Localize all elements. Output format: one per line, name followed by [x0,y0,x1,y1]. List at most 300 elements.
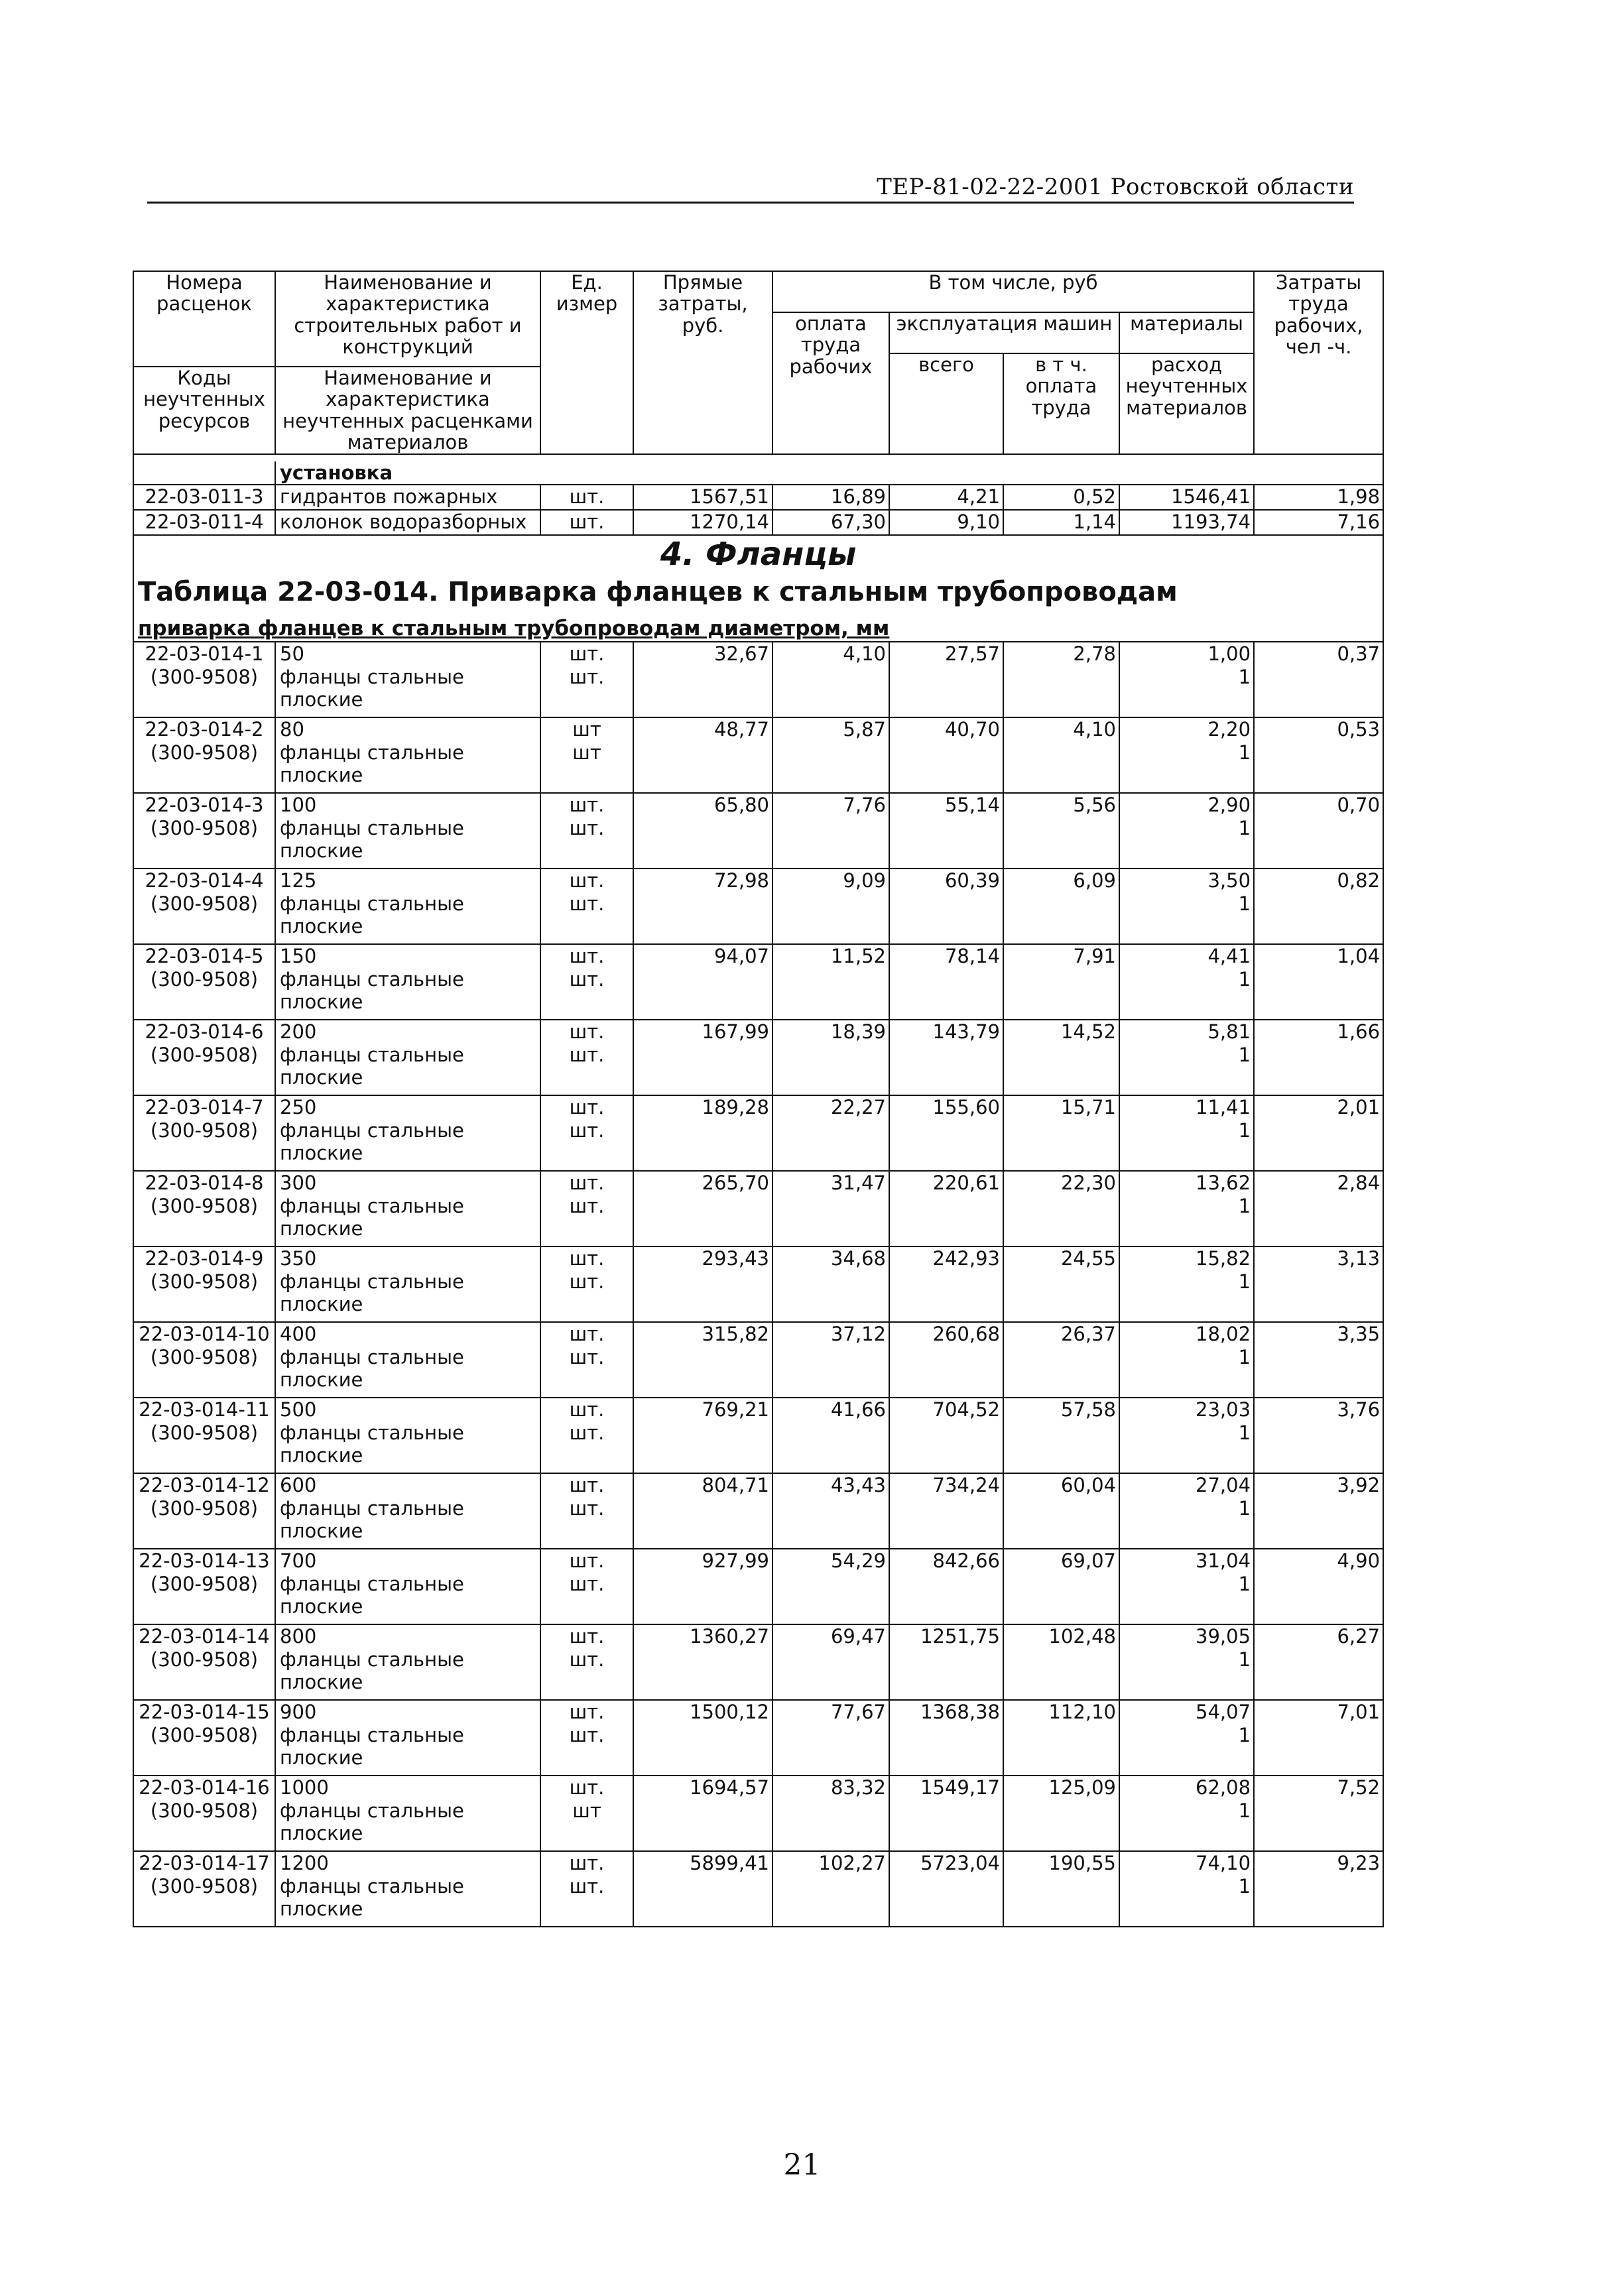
unit: шт. [540,1624,633,1648]
machines-labor: 2,78 [1003,642,1119,666]
rate-code: 22-03-011-3 [133,485,275,510]
materials: 2,20 [1119,717,1254,741]
empty-cell [633,666,772,717]
empty-cell [1003,741,1119,793]
resource-name-line2: плоские [280,1065,363,1089]
unit: шт. [540,1398,633,1421]
empty-cell [1003,1875,1119,1927]
resource-qty: 1 [1119,666,1254,717]
resource-row [133,1044,1383,1095]
resource-qty: 1 [1119,1421,1254,1473]
empty-cell [889,741,1003,793]
machines-total: 60,39 [889,869,1003,892]
unit: шт. [540,1246,633,1270]
empty-cell [1254,968,1383,1020]
header-materials: материалы [1119,312,1254,353]
rate-code: 22-03-014-7 [133,1095,275,1119]
resource-row [133,1648,1383,1700]
table-row [133,1549,1383,1573]
direct-cost: 65,80 [633,793,772,817]
empty-cell [889,666,1003,717]
empty-cell [1003,1421,1119,1473]
empty-cell [633,1044,772,1095]
resource-row [133,1875,1383,1927]
machines-total: 27,57 [889,642,1003,666]
materials: 13,62 [1119,1171,1254,1195]
resource-name-line2: плоские [280,1217,363,1240]
materials: 15,82 [1119,1246,1254,1270]
empty-cell [889,1875,1003,1927]
empty-cell [772,892,889,944]
resource-name [275,1346,540,1398]
table-row [133,1398,1383,1421]
machines-total: 5723,04 [889,1851,1003,1875]
resource-code: (300-9508) [133,1270,275,1322]
resource-name [275,1875,540,1927]
labor-pay: 37,12 [772,1322,889,1346]
direct-cost: 265,70 [633,1171,772,1195]
resource-name [275,817,540,869]
rate-code: 22-03-014-10 [133,1322,275,1346]
labor-cost: 6,27 [1254,1624,1383,1648]
rate-code: 22-03-014-11 [133,1398,275,1421]
empty-cell [1254,1195,1383,1246]
machines-labor: 6,09 [1003,869,1119,892]
machines-labor: 14,52 [1003,1020,1119,1044]
pipe-diameter: 250 [275,1095,540,1119]
resource-unit: шт. [540,666,633,717]
empty-cell [1254,1497,1383,1549]
resource-unit: шт [540,741,633,793]
resource-code: (300-9508) [133,968,275,1020]
unit: шт. [540,1700,633,1724]
labor-pay: 16,89 [772,485,889,510]
resource-name-line2: плоские [280,688,363,711]
empty-cell [633,817,772,869]
header-resource-name: Наименование и характеристика неучтенных расценками материалов [275,367,540,454]
empty-cell [889,968,1003,1020]
empty-cell [772,1270,889,1322]
machines-total: 220,61 [889,1171,1003,1195]
empty-cell [889,892,1003,944]
labor-cost: 1,98 [1254,485,1383,510]
header-name: Наименование и характеристика строительных работ и конструкций [275,271,540,367]
direct-cost: 1567,51 [633,485,772,510]
resource-name-line2: плоские [280,1821,363,1844]
rate-code: 22-03-014-14 [133,1624,275,1648]
empty-cell [633,1573,772,1624]
unit: шт. [540,485,633,510]
machines-labor: 26,37 [1003,1322,1119,1346]
materials: 23,03 [1119,1398,1254,1421]
empty-cell [772,968,889,1020]
empty-cell [772,1573,889,1624]
machines-total: 78,14 [889,944,1003,968]
document-header [147,174,1354,204]
header-machines-total: всего [889,353,1003,454]
resource-code: (300-9508) [133,892,275,944]
unit: шт. [540,510,633,535]
resource-name-line2: плоские [280,839,363,862]
labor-cost: 0,82 [1254,869,1383,892]
materials: 74,10 [1119,1851,1254,1875]
materials: 18,02 [1119,1322,1254,1346]
resource-unit: шт. [540,1119,633,1171]
materials: 1546,41 [1119,485,1254,510]
materials: 1,00 [1119,642,1254,666]
machines-labor: 22,30 [1003,1171,1119,1195]
resource-code: (300-9508) [133,1497,275,1549]
labor-pay: 5,87 [772,717,889,741]
empty-cell [889,1044,1003,1095]
resource-code: (300-9508) [133,741,275,793]
resource-qty: 1 [1119,1044,1254,1095]
labor-cost: 7,16 [1254,510,1383,535]
resource-name [275,892,540,944]
empty-cell [1003,1270,1119,1322]
empty-cell [633,1346,772,1398]
empty-cell [889,1724,1003,1776]
resource-name-line1: фланцы стальные [280,1496,464,1520]
labor-pay: 34,68 [772,1246,889,1270]
machines-labor: 112,10 [1003,1700,1119,1724]
unit: шт. [540,1776,633,1799]
empty-cell [1003,1346,1119,1398]
rate-code: 22-03-014-16 [133,1776,275,1799]
empty-cell [1254,1875,1383,1927]
resource-row [133,741,1383,793]
resource-unit: шт. [540,1421,633,1473]
machines-total: 734,24 [889,1473,1003,1497]
resource-qty: 1 [1119,817,1254,869]
empty-cell [772,666,889,717]
pipe-diameter: 1000 [275,1776,540,1799]
labor-pay: 69,47 [772,1624,889,1648]
rate-code: 22-03-014-15 [133,1700,275,1724]
machines-labor: 125,09 [1003,1776,1119,1799]
price-table [133,271,1384,1927]
machines-total: 9,10 [889,510,1003,535]
empty-cell [772,1119,889,1171]
unit: шт. [540,1171,633,1195]
pipe-diameter: 80 [275,717,540,741]
labor-pay: 43,43 [772,1473,889,1497]
pipe-diameter: 400 [275,1322,540,1346]
resource-unit: шт. [540,968,633,1020]
labor-pay: 67,30 [772,510,889,535]
header-materials-unaccounted: расход неучтенных материалов [1119,353,1254,454]
direct-cost: 94,07 [633,944,772,968]
machines-labor: 102,48 [1003,1624,1119,1648]
resource-code: (300-9508) [133,817,275,869]
table-row [133,1473,1383,1497]
resource-qty: 1 [1119,1648,1254,1700]
direct-cost: 315,82 [633,1322,772,1346]
empty-cell [1003,817,1119,869]
machines-labor: 5,56 [1003,793,1119,817]
empty-cell [772,1195,889,1246]
direct-cost: 1500,12 [633,1700,772,1724]
machines-labor: 4,10 [1003,717,1119,741]
materials: 11,41 [1119,1095,1254,1119]
empty-cell [1003,1573,1119,1624]
resource-name-line2: плоские [280,1746,363,1769]
pipe-diameter: 800 [275,1624,540,1648]
empty-cell [889,1195,1003,1246]
direct-cost: 1270,14 [633,510,772,535]
pipe-diameter: 50 [275,642,540,666]
resource-qty: 1 [1119,1875,1254,1927]
unit: шт. [540,642,633,666]
materials: 2,90 [1119,793,1254,817]
table-row [133,1171,1383,1195]
rate-code: 22-03-014-17 [133,1851,275,1875]
resource-unit: шт. [540,1648,633,1700]
unit: шт. [540,869,633,892]
empty-cell [772,1044,889,1095]
resource-row [133,1195,1383,1246]
materials: 39,05 [1119,1624,1254,1648]
empty-cell [1254,1044,1383,1095]
labor-pay: 22,27 [772,1095,889,1119]
document-title: ТЕР-81-02-22-2001 Ростовской области [877,174,1354,200]
empty-cell [1254,1573,1383,1624]
resource-unit: шт. [540,1497,633,1549]
rate-code: 22-03-014-6 [133,1020,275,1044]
resource-name-line1: фланцы стальные [280,892,464,915]
resource-name [275,1648,540,1700]
header-machines-labor: в т ч. оплата труда [1003,353,1119,454]
machines-labor: 69,07 [1003,1549,1119,1573]
labor-cost: 3,35 [1254,1322,1383,1346]
empty-cell [889,1346,1003,1398]
empty-cell [772,817,889,869]
resource-name-line1: фланцы стальные [280,1874,464,1898]
machines-total: 155,60 [889,1095,1003,1119]
empty-cell [1254,741,1383,793]
empty-cell [633,1421,772,1473]
empty-cell [889,1119,1003,1171]
empty-cell [772,741,889,793]
empty-cell [633,1270,772,1322]
unit: шт. [540,1020,633,1044]
resource-qty: 1 [1119,1346,1254,1398]
resource-code: (300-9508) [133,1799,275,1851]
resource-unit: шт. [540,1573,633,1624]
resource-name-line2: плоские [280,763,363,786]
resource-code: (300-9508) [133,1195,275,1246]
materials: 54,07 [1119,1700,1254,1724]
direct-cost: 293,43 [633,1246,772,1270]
resource-unit: шт [540,1799,633,1851]
resource-name-line1: фланцы стальные [280,1270,464,1293]
machines-total: 1368,38 [889,1700,1003,1724]
direct-cost: 769,21 [633,1398,772,1421]
resource-unit: шт. [540,892,633,944]
table-row [133,717,1383,741]
direct-cost: 1360,27 [633,1624,772,1648]
work-name: гидрантов пожарных [275,485,540,510]
empty-cell [1254,892,1383,944]
labor-cost: 7,52 [1254,1776,1383,1799]
empty-cell [889,1799,1003,1851]
unit: шт. [540,1095,633,1119]
direct-cost: 1694,57 [633,1776,772,1799]
labor-cost: 2,84 [1254,1171,1383,1195]
resource-name-line1: фланцы стальные [280,1421,464,1444]
materials: 62,08 [1119,1776,1254,1799]
install-row [133,510,1383,535]
resource-name-line1: фланцы стальные [280,1572,464,1595]
resource-row [133,1724,1383,1776]
resource-name-line1: фланцы стальные [280,1043,464,1066]
direct-cost: 189,28 [633,1095,772,1119]
empty-cell [1254,1724,1383,1776]
resource-row [133,1497,1383,1549]
empty-cell [1003,1724,1119,1776]
unit: шт. [540,1473,633,1497]
pipe-diameter: 500 [275,1398,540,1421]
empty-cell [1003,892,1119,944]
section-title: 4. Фланцы [133,535,1383,577]
resource-qty: 1 [1119,1497,1254,1549]
labor-cost: 3,92 [1254,1473,1383,1497]
resource-code: (300-9508) [133,1044,275,1095]
empty-cell [1254,817,1383,869]
pipe-diameter: 900 [275,1700,540,1724]
labor-cost: 2,01 [1254,1095,1383,1119]
resource-qty: 1 [1119,968,1254,1020]
pipe-diameter: 150 [275,944,540,968]
materials: 27,04 [1119,1473,1254,1497]
labor-cost: 7,01 [1254,1700,1383,1724]
rate-code: 22-03-014-8 [133,1171,275,1195]
page-number: 21 [783,2148,821,2182]
header-unit: Ед. измер [540,271,633,454]
install-row [133,485,1383,510]
empty-cell [889,1648,1003,1700]
machines-total: 1549,17 [889,1776,1003,1799]
labor-pay: 7,76 [772,793,889,817]
table-row [133,1020,1383,1044]
resource-name [275,1421,540,1473]
empty-cell [633,1799,772,1851]
empty-cell [1003,1497,1119,1549]
machines-total: 143,79 [889,1020,1003,1044]
header-resource-code: Коды неучтенных ресурсов [133,367,275,454]
empty-cell [889,1270,1003,1322]
rate-code: 22-03-014-13 [133,1549,275,1573]
unit: шт. [540,1549,633,1573]
labor-cost: 1,04 [1254,944,1383,968]
empty-cell [633,1497,772,1549]
unit: шт [540,717,633,741]
resource-unit: шт. [540,1195,633,1246]
pipe-diameter: 300 [275,1171,540,1195]
resource-name [275,1044,540,1095]
machines-labor: 1,14 [1003,510,1119,535]
materials: 3,50 [1119,869,1254,892]
resource-unit: шт. [540,1346,633,1398]
unit: шт. [540,944,633,968]
labor-pay: 9,09 [772,869,889,892]
labor-pay: 18,39 [772,1020,889,1044]
header-code: Номера расценок [133,271,275,367]
resource-unit: шт. [540,1270,633,1322]
empty-cell [1003,968,1119,1020]
machines-labor: 7,91 [1003,944,1119,968]
resource-name-line2: плоские [280,990,363,1013]
resource-name-line1: фланцы стальные [280,967,464,991]
labor-cost: 0,37 [1254,642,1383,666]
direct-cost: 804,71 [633,1473,772,1497]
empty-cell [1003,666,1119,717]
labor-cost: 1,66 [1254,1020,1383,1044]
resource-code: (300-9508) [133,1648,275,1700]
resource-name-line1: фланцы стальные [280,816,464,839]
empty-cell [633,741,772,793]
labor-cost: 9,23 [1254,1851,1383,1875]
machines-labor: 60,04 [1003,1473,1119,1497]
machines-total: 4,21 [889,485,1003,510]
empty-cell [1254,1119,1383,1171]
rate-code: 22-03-014-12 [133,1473,275,1497]
empty-cell [772,1346,889,1398]
labor-cost: 3,13 [1254,1246,1383,1270]
resource-name-line2: плоские [280,1519,363,1542]
resource-code: (300-9508) [133,1573,275,1624]
resource-name-line2: плоские [280,1897,363,1920]
empty-cell [772,1724,889,1776]
empty-cell [889,1573,1003,1624]
resource-qty: 1 [1119,1799,1254,1851]
pipe-diameter: 700 [275,1549,540,1573]
table-title: Таблица 22-03-014. Приварка фланцев к стальным трубопроводам [133,577,1383,617]
work-name: колонок водоразборных [275,510,540,535]
resource-row [133,666,1383,717]
labor-pay: 4,10 [772,642,889,666]
empty-cell [1254,666,1383,717]
rate-code: 22-03-014-1 [133,642,275,666]
labor-cost: 4,90 [1254,1549,1383,1573]
empty-cell [633,892,772,944]
materials: 5,81 [1119,1020,1254,1044]
labor-pay: 54,29 [772,1549,889,1573]
rate-code: 22-03-014-3 [133,793,275,817]
resource-unit: шт. [540,817,633,869]
resource-name [275,666,540,717]
labor-pay: 11,52 [772,944,889,968]
labor-pay: 77,67 [772,1700,889,1724]
resource-row [133,1119,1383,1171]
empty-cell [1254,1346,1383,1398]
table-row [133,1246,1383,1270]
machines-total: 260,68 [889,1322,1003,1346]
rate-code: 22-03-014-4 [133,869,275,892]
empty-cell [1003,1195,1119,1246]
resource-unit: шт. [540,1724,633,1776]
resource-row [133,1421,1383,1473]
empty-cell [889,1421,1003,1473]
table-row [133,1776,1383,1799]
empty-cell [633,1119,772,1171]
resource-code: (300-9508) [133,1346,275,1398]
machines-labor: 57,58 [1003,1398,1119,1421]
resource-qty: 1 [1119,1195,1254,1246]
pipe-diameter: 600 [275,1473,540,1497]
table-row [133,1322,1383,1346]
empty-cell [633,1648,772,1700]
